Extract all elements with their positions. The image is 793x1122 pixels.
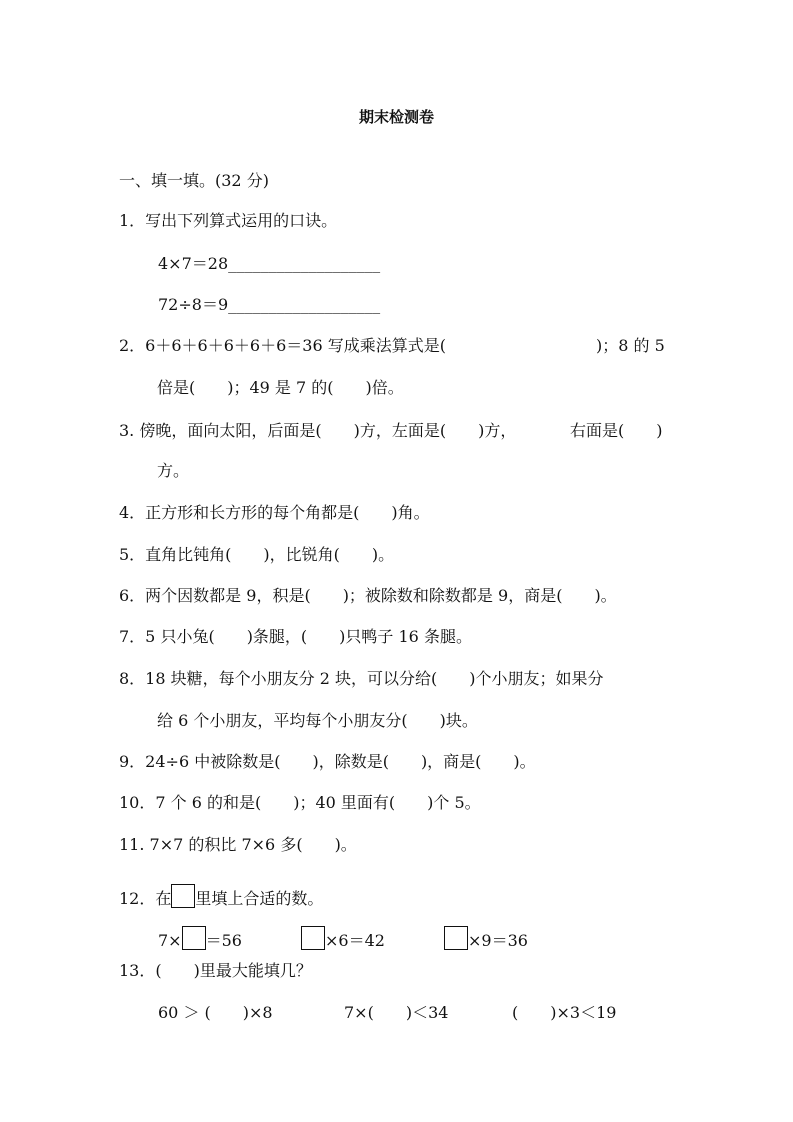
question-6: 6．两个因数都是 9，积是( )；被除数和除数都是 9，商是( )。 (119, 586, 617, 605)
question-1-line-a: 4×7＝28___________________ (158, 254, 381, 273)
section-heading: 一、填一填。(32 分) (119, 171, 269, 190)
question-2-line-1a: 2．6＋6＋6＋6＋6＋6＝36 写成乘法算式是( (119, 336, 446, 355)
question-11: 11. 7×7 的积比 7×6 多( )。 (119, 835, 357, 854)
question-5: 5．直角比钝角( )，比锐角( )。 (119, 545, 395, 564)
question-12-intro-a: 12．在 (119, 889, 172, 908)
equation-2-suffix: ×6＝42 (325, 931, 385, 950)
question-3-line-1a: 3. 傍晚，面向太阳，后面是( )方，左面是( )方， (119, 421, 517, 440)
question-7: 7．5 只小兔( )条腿，( )只鸭子 16 条腿。 (119, 627, 472, 646)
question-8-line-1: 8．18 块糖，每个小朋友分 2 块，可以分给( )个小朋友；如果分 (119, 669, 604, 688)
equation-1-prefix: 7× (158, 931, 182, 950)
question-12-equation-2 (301, 926, 385, 951)
question-12-intro-b: 里填上合适的数。 (195, 889, 324, 908)
question-2-line-2: 倍是( )；49 是 7 的( )倍。 (157, 378, 404, 397)
question-13-equation-2: 7×( )＜34 (344, 1003, 449, 1022)
answer-box[interactable] (301, 926, 325, 950)
question-3-line-2: 方。 (157, 461, 190, 480)
equation-3-suffix: ×9＝36 (468, 931, 528, 950)
question-10: 10．7 个 6 的和是( )；40 里面有( )个 5。 (119, 793, 481, 812)
question-3-line-1b: 右面是( ) (570, 421, 663, 440)
answer-box[interactable] (171, 884, 195, 908)
question-13-equation-1: 60 ＞ ( )×8 (158, 1003, 273, 1022)
question-4: 4．正方形和长方形的每个角都是( )角。 (119, 503, 430, 522)
answer-box[interactable] (182, 926, 206, 950)
question-1-line-b: 72÷8＝9___________________ (158, 295, 381, 314)
question-1: 1．写出下列算式运用的口诀。 (119, 211, 338, 230)
question-2-line-1b: )；8 的 5 (596, 336, 665, 355)
question-12-intro (119, 884, 323, 909)
question-9: 9．24÷6 中被除数是( )，除数是( )，商是( )。 (119, 752, 536, 771)
equation-1-suffix: ＝56 (205, 931, 242, 950)
question-8-line-2: 给 6 个小朋友，平均每个小朋友分( )块。 (157, 711, 478, 730)
page-title: 期末检测卷 (358, 108, 434, 126)
question-12-equation-3 (444, 926, 528, 951)
answer-box[interactable] (444, 926, 468, 950)
question-12-equation-1 (158, 926, 242, 951)
question-13-equation-3: ( )×3＜19 (512, 1003, 617, 1022)
question-13: 13．( )里最大能填几？ (119, 961, 312, 980)
